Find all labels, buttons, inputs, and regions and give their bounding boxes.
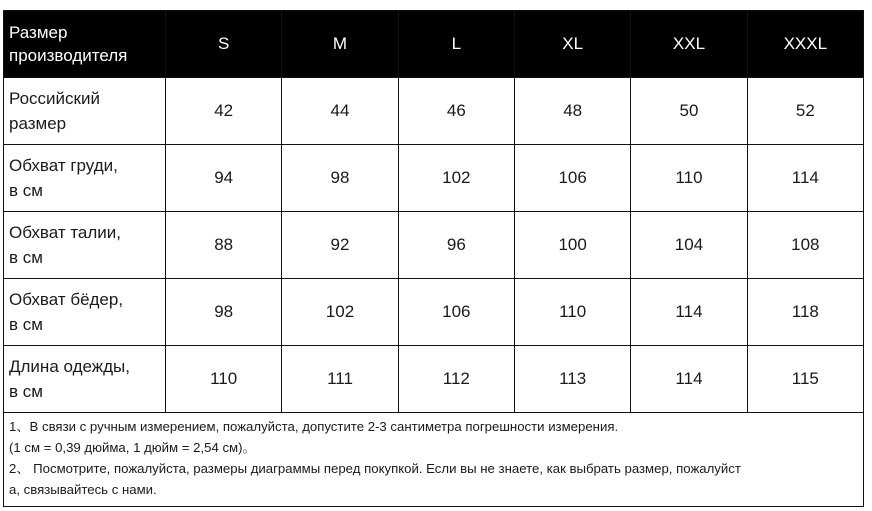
table-row [4, 145, 864, 212]
table-cell: 114 [631, 346, 747, 413]
table-cell: 111 [282, 346, 398, 413]
table-cell: 88 [166, 212, 282, 279]
row-label [4, 78, 166, 145]
note-line: 2、 Посмотрите, пожалуйста, размеры диаграммы перед покупкой. Если вы не знаете, как выбрать размер, пожалуйст [9, 461, 741, 476]
table-cell: 94 [166, 145, 282, 212]
table-cell: 118 [747, 279, 863, 346]
table-cell: 42 [166, 78, 282, 145]
table-cell: 98 [282, 145, 398, 212]
table-cell: 98 [166, 279, 282, 346]
table-cell: 50 [631, 78, 747, 145]
row-label-line: Российский [9, 89, 100, 108]
table-cell: 104 [631, 212, 747, 279]
table-cell: 106 [398, 279, 514, 346]
header-row [4, 11, 864, 78]
table-cell: 52 [747, 78, 863, 145]
header-label [4, 11, 166, 78]
row-label-line: Обхват талии, [9, 223, 122, 242]
row-label-line: в см [9, 315, 43, 334]
row-label-line: размер [9, 114, 67, 133]
row-label-line: Обхват груди, [9, 156, 118, 175]
size-header-m: M [282, 11, 398, 78]
table-cell: 48 [514, 78, 630, 145]
table-cell: 110 [631, 145, 747, 212]
table-cell: 96 [398, 212, 514, 279]
note-line: 1、В связи с ручным измерением, пожалуйста, допустите 2-3 сантиметра погрешности измерения. [9, 419, 619, 434]
table-cell: 106 [514, 145, 630, 212]
table-row [4, 78, 864, 145]
size-header-xxxl: XXXL [747, 11, 863, 78]
row-label [4, 145, 166, 212]
size-header-xl: XL [514, 11, 630, 78]
table-cell: 110 [166, 346, 282, 413]
table-cell: 92 [282, 212, 398, 279]
table-cell: 113 [514, 346, 630, 413]
table-cell: 108 [747, 212, 863, 279]
table-cell: 46 [398, 78, 514, 145]
note-line: (1 см = 0,39 дюйма, 1 дюйм = 2,54 см)。 [9, 440, 256, 455]
row-label [4, 212, 166, 279]
table-cell: 115 [747, 346, 863, 413]
header-label-line-1: Размер [9, 23, 68, 42]
table-cell: 44 [282, 78, 398, 145]
table-row [4, 279, 864, 346]
table-cell: 102 [282, 279, 398, 346]
row-label-line: Длина одежды, [9, 357, 130, 376]
table-cell: 114 [631, 279, 747, 346]
size-header-s: S [166, 11, 282, 78]
size-chart-table [3, 10, 864, 413]
note-line: а, связывайтесь с нами. [9, 482, 157, 497]
notes-box [3, 409, 864, 507]
row-label-line: в см [9, 181, 43, 200]
header-label-line-2: производителя [9, 46, 128, 65]
row-label-line: в см [9, 382, 43, 401]
row-label [4, 279, 166, 346]
table-cell: 112 [398, 346, 514, 413]
table-cell: 102 [398, 145, 514, 212]
table-cell: 110 [514, 279, 630, 346]
table-row [4, 346, 864, 413]
table-cell: 100 [514, 212, 630, 279]
table-row [4, 212, 864, 279]
table-cell: 114 [747, 145, 863, 212]
row-label-line: в см [9, 248, 43, 267]
size-header-xxl: XXL [631, 11, 747, 78]
size-header-l: L [398, 11, 514, 78]
row-label-line: Обхват бёдер, [9, 290, 124, 309]
row-label [4, 346, 166, 413]
